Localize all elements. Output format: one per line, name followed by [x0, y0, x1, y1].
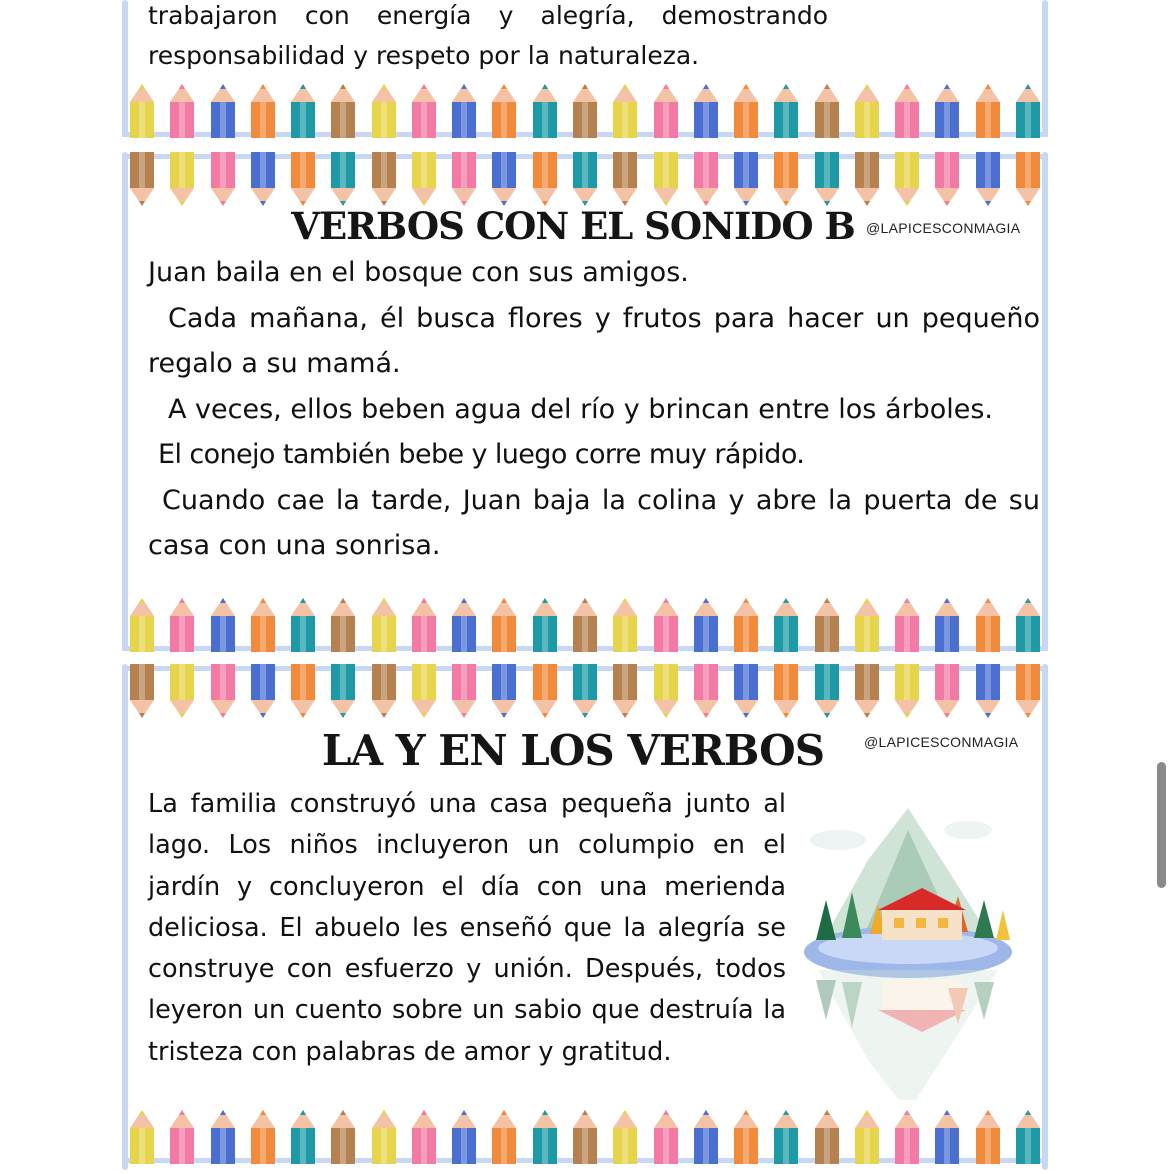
pencil-icon: [976, 152, 1000, 206]
pencil-icon: [211, 598, 235, 652]
pencil-icon: [533, 84, 557, 138]
pencil-border-bottom: [122, 598, 1048, 658]
story-line: responsabilidad y respeto por la naturaleza.: [148, 41, 700, 70]
pencil-icon: [412, 84, 436, 138]
pencil-icon: [573, 84, 597, 138]
pencil-icon: [895, 664, 919, 718]
story-paragraph: La familia construyó una casa pequeña junto al lago. Los niños incluyeron un columpio en el jardín y concluyeron el día con una merienda deliciosa. El abuelo les enseñó que la alegría se construye con esfuerzo y unión. Después, todos leyeron un cuento sobre un sabio que destruía la tristeza con palabras de amor y gratitud.: [148, 789, 786, 1067]
pencil-icon: [734, 84, 758, 138]
pencil-icon: [1016, 1110, 1040, 1164]
pencil-icon: [935, 152, 959, 206]
pencil-icon: [573, 664, 597, 718]
pencil-icon: [613, 84, 637, 138]
pencil-icon: [492, 1110, 516, 1164]
pencil-icon: [1016, 598, 1040, 652]
pencil-icon: [492, 152, 516, 206]
pencil-icon: [331, 598, 355, 652]
pencil-icon: [694, 598, 718, 652]
pencil-icon: [774, 152, 798, 206]
pencil-icon: [855, 84, 879, 138]
pencil-icon: [694, 84, 718, 138]
pencil-icon: [452, 598, 476, 652]
pencil-icon: [613, 664, 637, 718]
pencil-icon: [251, 598, 275, 652]
pencil-icon: [492, 598, 516, 652]
pencil-icon: [452, 84, 476, 138]
pencil-icon: [573, 1110, 597, 1164]
pencil-icon: [211, 152, 235, 206]
pencil-icon: [855, 598, 879, 652]
pencil-icon: [895, 598, 919, 652]
pencil-icon: [1016, 84, 1040, 138]
pencil-icon: [372, 84, 396, 138]
pencil-icon: [774, 84, 798, 138]
pencil-icon: [170, 598, 194, 652]
pencil-icon: [372, 664, 396, 718]
story-text-y: [148, 784, 786, 1073]
house-by-lake-illustration: [798, 800, 1018, 1100]
pencil-icon: [533, 664, 557, 718]
story-paragraph: El conejo también bebe y luego corre muy rápido.: [158, 439, 805, 470]
pencil-icon: [935, 664, 959, 718]
pencil-icon: [613, 1110, 637, 1164]
author-handle: @LAPICESCONMAGIA: [866, 220, 1021, 236]
pencil-icon: [492, 84, 516, 138]
pencil-icon: [533, 1110, 557, 1164]
pencil-icon: [170, 152, 194, 206]
pencil-icon: [935, 84, 959, 138]
pencil-icon: [815, 598, 839, 652]
pencil-icon: [331, 152, 355, 206]
pencil-icon: [412, 152, 436, 206]
pencil-icon: [251, 664, 275, 718]
pencil-icon: [573, 152, 597, 206]
pencil-icon: [130, 664, 154, 718]
pencil-icon: [976, 84, 1000, 138]
pencil-icon: [372, 1110, 396, 1164]
pencil-icon: [654, 598, 678, 652]
pencil-icon: [976, 1110, 1000, 1164]
pencil-icon: [331, 664, 355, 718]
pencil-icon: [774, 598, 798, 652]
pencil-icon: [291, 84, 315, 138]
pencil-icon: [573, 598, 597, 652]
pencil-icon: [734, 152, 758, 206]
pencil-icon: [1016, 664, 1040, 718]
pencil-border-bottom: [122, 84, 1048, 144]
story-text-top: [148, 0, 828, 76]
pencil-icon: [412, 598, 436, 652]
pencil-icon: [251, 84, 275, 138]
pencil-icon: [654, 1110, 678, 1164]
pencil-icon: [774, 1110, 798, 1164]
story-card-top: [122, 0, 1048, 135]
pencil-icon: [654, 152, 678, 206]
card-title: VERBOS CON EL SONIDO B: [291, 204, 855, 248]
pencil-icon: [170, 1110, 194, 1164]
story-paragraph: A veces, ellos beben agua del río y brincan entre los árboles.: [168, 393, 994, 425]
pencil-icon: [452, 1110, 476, 1164]
pencil-icon: [935, 1110, 959, 1164]
pencil-icon: [815, 1110, 839, 1164]
pencil-icon: [291, 598, 315, 652]
pencil-icon: [331, 1110, 355, 1164]
pencil-icon: [895, 84, 919, 138]
pencil-icon: [694, 152, 718, 206]
pencil-icon: [734, 598, 758, 652]
pencil-icon: [976, 664, 1000, 718]
story-paragraph: Cuando cae la tarde, Juan baja la colina y abre la puerta de su casa con una sonrisa.: [148, 484, 1040, 561]
verbos-y-card: [122, 664, 1048, 1170]
pencil-icon: [734, 664, 758, 718]
card-border-right: [1042, 152, 1048, 650]
pencil-icon: [855, 664, 879, 718]
pencil-icon: [130, 1110, 154, 1164]
pencil-icon: [533, 598, 557, 652]
pencil-icon: [170, 664, 194, 718]
pencil-icon: [815, 664, 839, 718]
pencil-icon: [492, 664, 516, 718]
story-line: trabajaron con energía y alegría, demostrando: [148, 1, 828, 30]
pencil-icon: [291, 664, 315, 718]
pencil-icon: [935, 598, 959, 652]
pencil-border-top: [122, 664, 1048, 724]
pencil-icon: [452, 152, 476, 206]
pencil-icon: [815, 84, 839, 138]
story-paragraph: Cada mañana, él busca flores y frutos para hacer un pequeño regalo a su mamá.: [148, 302, 1040, 379]
card-title: LA Y EN LOS VERBOS: [321, 726, 825, 775]
pencil-icon: [251, 1110, 275, 1164]
pencil-icon: [452, 664, 476, 718]
pencil-icon: [815, 152, 839, 206]
pencil-icon: [654, 664, 678, 718]
pencil-icon: [855, 152, 879, 206]
pencil-icon: [412, 1110, 436, 1164]
pencil-icon: [372, 598, 396, 652]
pencil-icon: [734, 1110, 758, 1164]
pencil-icon: [130, 152, 154, 206]
pencil-icon: [130, 84, 154, 138]
pencil-icon: [372, 152, 396, 206]
pencil-icon: [774, 664, 798, 718]
pencil-icon: [895, 1110, 919, 1164]
pencil-icon: [251, 152, 275, 206]
pencil-icon: [976, 598, 1000, 652]
pencil-icon: [412, 664, 436, 718]
card-border-right: [1042, 664, 1048, 1170]
pencil-border-top: [122, 152, 1048, 212]
pencil-icon: [654, 84, 678, 138]
pencil-icon: [613, 152, 637, 206]
pencil-icon: [170, 84, 194, 138]
pencil-icon: [533, 152, 557, 206]
pencil-border-bottom: [122, 1110, 1048, 1170]
pencil-icon: [331, 84, 355, 138]
author-handle: @LAPICESCONMAGIA: [864, 734, 1019, 750]
pencil-icon: [211, 84, 235, 138]
pencil-icon: [694, 1110, 718, 1164]
pencil-icon: [291, 1110, 315, 1164]
pencil-icon: [855, 1110, 879, 1164]
pencil-icon: [291, 152, 315, 206]
pencil-icon: [613, 598, 637, 652]
pencil-icon: [694, 664, 718, 718]
pencil-icon: [1016, 152, 1040, 206]
pencil-icon: [211, 1110, 235, 1164]
vertical-scrollbar-thumb[interactable]: [1157, 762, 1166, 888]
verbos-b-card: [122, 152, 1048, 650]
pencil-icon: [211, 664, 235, 718]
pencil-icon: [895, 152, 919, 206]
story-paragraph: Juan baila en el bosque con sus amigos.: [148, 257, 689, 288]
story-text-b: [148, 250, 1040, 569]
pencil-icon: [130, 598, 154, 652]
